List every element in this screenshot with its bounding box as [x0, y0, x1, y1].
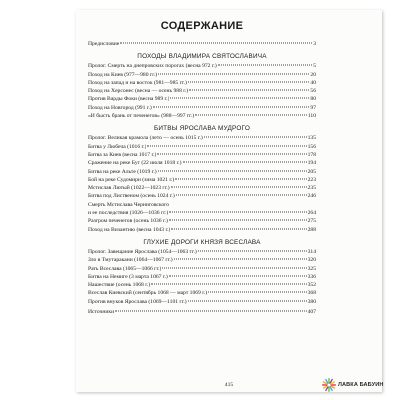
entry-title: Всеслав Киевский (сентябрь 1068 — март 1069 г.) [88, 290, 208, 297]
toc-entry [88, 134, 316, 142]
entry-title: Источники [88, 309, 115, 316]
entry-title: Нашествие (осень 1068 г.) [88, 282, 151, 289]
toc-entry [88, 112, 316, 120]
entry-page: 80 [310, 96, 316, 103]
toc-entry [88, 273, 316, 281]
dot-leader [157, 153, 306, 154]
toc-entry [88, 248, 316, 256]
dot-leader [204, 137, 307, 138]
entry-page: 56 [310, 88, 316, 95]
dot-leader [171, 187, 307, 188]
dot-leader [183, 162, 307, 163]
dot-leader [158, 73, 309, 74]
entry-page: 97 [310, 104, 316, 111]
entry-title: Против внуков Ярослава (1069—1101 гг.) [88, 298, 187, 305]
toc-entry [88, 256, 316, 264]
toc-entry [88, 151, 316, 159]
toc-entry [88, 79, 316, 87]
entry-page: 264 [307, 210, 316, 217]
dot-leader [162, 267, 306, 268]
dot-leader [169, 212, 306, 213]
entry-title: Мстислав Лютый (1022—1023 гг.) [88, 185, 170, 192]
entry-title: Поход на Византию (весна 1043 г.) [88, 226, 171, 233]
dot-leader [151, 284, 306, 285]
entry-page: 5 [313, 63, 316, 70]
toc-entry [88, 104, 316, 112]
entry-page: 178 [307, 151, 316, 158]
entry-page: 288 [307, 226, 316, 233]
dot-leader [153, 106, 310, 107]
section-heading: БИТВЫ ЯРОСЛАВА МУДРОГО [153, 125, 251, 133]
store-logo-text: ЛАВКА БАБУИН [338, 382, 384, 388]
dot-leader [174, 259, 307, 260]
entry-page: 40 [310, 79, 316, 86]
toc-sections [88, 53, 316, 306]
toc-entry [88, 265, 316, 273]
section-heading: ПОХОДЫ ВЛАДИМИРА СВЯТОСЛАВИЧА [137, 53, 267, 61]
entry-page: 275 [307, 218, 316, 225]
dot-leader [188, 300, 307, 301]
entry-page: 3 [313, 41, 316, 47]
entry-page: 380 [307, 298, 316, 305]
entry-page: 205 [307, 168, 316, 175]
toc-entry [88, 168, 316, 176]
dot-leader [176, 195, 307, 196]
entry-page: 352 [307, 282, 316, 289]
entry-title: Предисловие [88, 41, 120, 47]
entry-page: 325 [307, 265, 316, 272]
entry-title: Сражение на реке Буг (22 июля 1018 г.) [88, 160, 182, 167]
entry-page: 223 [307, 176, 316, 183]
entry-page: 368 [307, 290, 316, 297]
entry-title: Битва под Лиственом (осень 1024 г.) [88, 193, 175, 200]
toc-entry [88, 95, 316, 103]
entry-title: «И бысть брань от печенегов» (988—997 гг.) [88, 113, 195, 120]
dot-leader [147, 145, 306, 146]
toc-entry-sources [88, 308, 316, 316]
toc-entry [88, 192, 316, 200]
entry-title: Битва на Немиге (3 марта 1067 г.) [88, 273, 168, 280]
toc-entry [88, 209, 316, 217]
dot-leader [208, 292, 306, 293]
dot-leader [198, 250, 307, 251]
dot-leader [158, 170, 307, 171]
entry-title: Битва у Любеча (1016 г.) [88, 143, 147, 150]
entry-page: 246 [307, 193, 316, 200]
entry-page: 194 [307, 160, 316, 167]
toc-entry [88, 201, 316, 209]
entry-page: 135 [307, 135, 316, 142]
toc-entry-preface [88, 40, 316, 48]
page-number: 415 [224, 382, 234, 388]
page-title: СОДЕРЖАНИЕ [160, 20, 244, 32]
toc-entry [88, 298, 316, 306]
entry-page: 320 [307, 257, 316, 264]
entry-title: Поход на Херсонес (весна — осень 988 г.) [88, 88, 189, 95]
toc-entry [88, 87, 316, 95]
dot-leader [189, 90, 309, 91]
dot-leader [120, 43, 312, 44]
dot-leader [169, 275, 307, 276]
toc-entry [88, 281, 316, 289]
entry-title: Битва на реке Альте (1019 г.) [88, 168, 157, 175]
section-heading: ГЛУХИЕ ДОРОГИ КНЯЗЯ ВСЕСЛАВА [143, 238, 261, 246]
toc-entry [88, 226, 316, 234]
dot-leader [115, 311, 307, 312]
entry-title: Бой на реке Судомири (зима 1021 г.) [88, 176, 175, 183]
dot-leader [188, 81, 310, 82]
dot-leader [175, 178, 306, 179]
entry-title: Зло в Тмутаракани (1064—1067 гг.) [88, 257, 173, 264]
entry-title: Пролог. Смерть на днепровских порогах (весна 972 г.) [88, 63, 217, 70]
toc [88, 20, 316, 316]
toc-entry [88, 71, 316, 79]
entry-page: 336 [307, 273, 316, 280]
entry-page: 314 [307, 248, 316, 255]
entry-title: Поход на Новгород (991 г.) [88, 104, 152, 111]
dot-leader [169, 220, 307, 221]
entry-title: Пролог. Великая крамола (лето — осень 1015 г.) [88, 135, 203, 142]
entry-title: Пролог. Завещание Ярослава (1054—1063 гг.) [88, 248, 197, 255]
entry-title: и ее последствия (1026—1036 гг.) [88, 210, 169, 217]
toc-entry [88, 184, 316, 192]
entry-title: Битва за Киев (весна 1017 г.) [88, 151, 157, 158]
entry-title: Поход на Киев (977—980 гг.) [88, 71, 158, 78]
toc-entry [88, 176, 316, 184]
toc-entry [88, 143, 316, 151]
entry-page: 110 [307, 113, 316, 120]
entry-title: Поход на запад и на восток (981—985 гг.) [88, 79, 187, 86]
dot-leader [218, 65, 312, 66]
entry-page: 20 [310, 71, 316, 78]
entry-page: 156 [307, 143, 316, 150]
dot-leader [171, 228, 306, 229]
dot-leader [170, 98, 309, 99]
entry-page: 235 [307, 185, 316, 192]
toc-entry [88, 159, 316, 167]
entry-title: Смерть Мстислава Черниговского [88, 201, 170, 208]
entry-title: Рать Всеслава (1065—1066 гг.) [88, 265, 162, 272]
store-logo [322, 378, 383, 392]
book-page [76, 10, 382, 392]
toc-entry [88, 289, 316, 297]
toc-entry [88, 62, 316, 70]
entry-page: 407 [307, 309, 316, 316]
dot-leader [195, 115, 307, 116]
entry-title: Против Варды Фоки (весна 989 г.) [88, 96, 170, 103]
entry-title: Разгром печенегов (осень 1036 г.) [88, 218, 168, 225]
star-burst-icon [322, 378, 336, 392]
toc-entry [88, 217, 316, 225]
